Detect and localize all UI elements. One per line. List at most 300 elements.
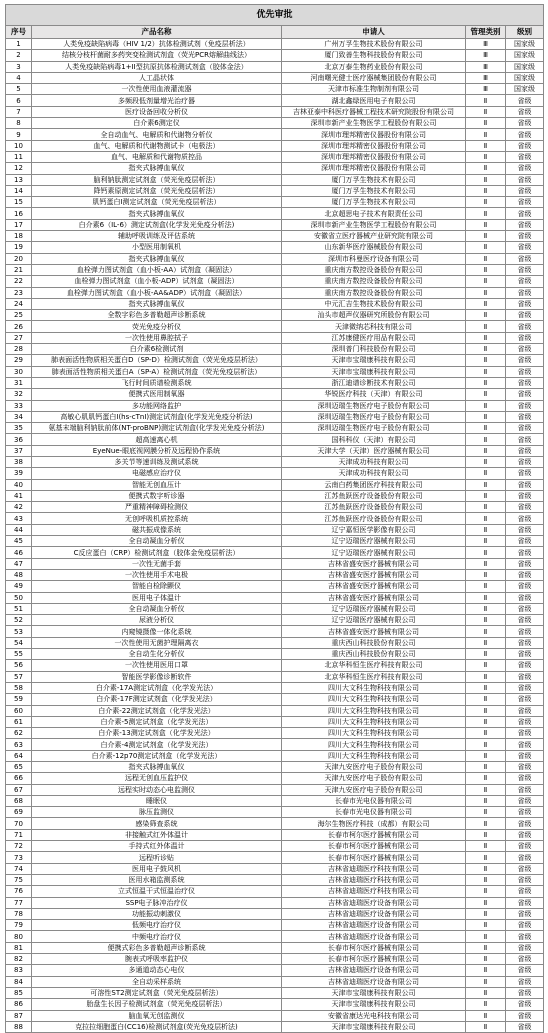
cell-applicant: 辽宁嘉恒医学影像有限公司 <box>282 524 466 535</box>
cell-level: 省级 <box>506 197 544 208</box>
cell-management-class: Ⅱ <box>466 95 506 106</box>
cell-product-name: 血栓弹力图试剂盒（血小板-AA&ADP）试剂盒（凝固法） <box>32 287 282 298</box>
cell-product-name: 辅助呼吸训练及评估系统 <box>32 231 282 242</box>
cell-applicant: 天津九安医疗电子股份有限公司 <box>282 784 466 795</box>
cell-serial: 8 <box>6 118 32 129</box>
cell-applicant: 华锐医疗科技（天津）有限公司 <box>282 389 466 400</box>
cell-applicant: 北京华科恒生医疗科技有限公司 <box>282 671 466 682</box>
cell-level: 省级 <box>506 750 544 761</box>
cell-management-class: Ⅱ <box>466 411 506 422</box>
cell-serial: 26 <box>6 321 32 332</box>
cell-management-class: Ⅱ <box>466 942 506 953</box>
cell-level: 省级 <box>506 682 544 693</box>
table-row <box>6 965 544 976</box>
cell-serial: 81 <box>6 942 32 953</box>
cell-applicant: 吉林省盛安医疗器械有限公司 <box>282 626 466 637</box>
cell-product-name: 结核分枝杆菌耐多药突变检测试剂盒（荧光PCR熔解曲线法） <box>32 50 282 61</box>
cell-product-name: 克拉拉细胞蛋白(CC16)检测试剂盒(荧光免疫层析法) <box>32 1021 282 1032</box>
cell-serial: 74 <box>6 863 32 874</box>
cell-applicant: 四川大文科生物科技有限公司 <box>282 694 466 705</box>
cell-level: 省级 <box>506 841 544 852</box>
cell-serial: 12 <box>6 163 32 174</box>
cell-serial: 64 <box>6 750 32 761</box>
cell-management-class: Ⅱ <box>466 739 506 750</box>
cell-serial: 84 <box>6 976 32 987</box>
cell-applicant: 江苏鱼跃医疗设备股份有限公司 <box>282 502 466 513</box>
cell-product-name: 血栓弹力图试剂盒（血小板-AA）试剂盒（凝固法） <box>32 264 282 275</box>
cell-product-name: 睡眠仪 <box>32 795 282 806</box>
table-row <box>6 456 544 467</box>
cell-management-class: Ⅱ <box>466 569 506 580</box>
cell-product-name: 远程听诊贴 <box>32 852 282 863</box>
cell-applicant: 深圳迈瑞生物医疗电子股份有限公司 <box>282 400 466 411</box>
cell-applicant: 厦门万孚生物技术有限公司 <box>282 185 466 196</box>
cell-serial: 27 <box>6 332 32 343</box>
cell-serial: 55 <box>6 649 32 660</box>
cell-product-name: 可溶性ST2测定试剂盒（荧光免疫层析法） <box>32 987 282 998</box>
cell-serial: 68 <box>6 795 32 806</box>
cell-serial: 20 <box>6 253 32 264</box>
cell-serial: 50 <box>6 592 32 603</box>
table-row <box>6 298 544 309</box>
cell-level: 省级 <box>506 445 544 456</box>
table-row <box>6 140 544 151</box>
cell-management-class: Ⅱ <box>466 502 506 513</box>
cell-applicant: 厦门万孚生物技术有限公司 <box>282 197 466 208</box>
cell-level: 省级 <box>506 626 544 637</box>
cell-level: 省级 <box>506 1021 544 1032</box>
cell-management-class: Ⅱ <box>466 920 506 931</box>
cell-management-class: Ⅱ <box>466 163 506 174</box>
cell-applicant: 山东新华医疗器械股份有限公司 <box>282 242 466 253</box>
cell-product-name: 尿液分析仪 <box>32 615 282 626</box>
cell-management-class: Ⅱ <box>466 558 506 569</box>
cell-level: 国家级 <box>506 72 544 83</box>
cell-management-class: Ⅱ <box>466 603 506 614</box>
table-row <box>6 321 544 332</box>
cell-product-name: 指夹式脉搏血氧仪 <box>32 298 282 309</box>
table-row <box>6 310 544 321</box>
cell-level: 省级 <box>506 310 544 321</box>
cell-serial: 23 <box>6 287 32 298</box>
cell-level: 省级 <box>506 931 544 942</box>
cell-serial: 45 <box>6 536 32 547</box>
cell-level: 省级 <box>506 694 544 705</box>
cell-product-name: 血栓弹力图试剂盒（血小板-ADP）试剂盒（凝固法） <box>32 276 282 287</box>
cell-serial: 65 <box>6 762 32 773</box>
table-row <box>6 705 544 716</box>
cell-level: 省级 <box>506 762 544 773</box>
cell-level: 省级 <box>506 863 544 874</box>
cell-product-name: 电磁感应治疗仪 <box>32 468 282 479</box>
table-row <box>6 682 544 693</box>
cell-product-name: 指夹式脉搏血氧仪 <box>32 253 282 264</box>
cell-product-name: 全自动凝血分析仪 <box>32 603 282 614</box>
cell-management-class: Ⅲ <box>466 72 506 83</box>
table-row <box>6 852 544 863</box>
cell-management-class: Ⅱ <box>466 886 506 897</box>
cell-management-class: Ⅱ <box>466 818 506 829</box>
cell-level: 省级 <box>506 468 544 479</box>
cell-serial: 47 <box>6 558 32 569</box>
cell-product-name: 一次性使用血液灌流器 <box>32 84 282 95</box>
cell-level: 省级 <box>506 1010 544 1021</box>
cell-applicant: 四川大文科生物科技有限公司 <box>282 728 466 739</box>
cell-product-name: 荧光免疫分析仪 <box>32 321 282 332</box>
cell-applicant: 深圳市科曼医疗设备有限公司 <box>282 253 466 264</box>
cell-management-class: Ⅱ <box>466 321 506 332</box>
cell-management-class: Ⅱ <box>466 999 506 1010</box>
cell-serial: 11 <box>6 151 32 162</box>
cell-product-name: 超高速离心机 <box>32 434 282 445</box>
cell-applicant: 重庆南方数控设备股份有限公司 <box>282 287 466 298</box>
cell-serial: 58 <box>6 682 32 693</box>
cell-management-class: Ⅱ <box>466 874 506 885</box>
cell-product-name: 立式恒温干式恒温治疗仪 <box>32 886 282 897</box>
cell-management-class: Ⅱ <box>466 897 506 908</box>
cell-level: 省级 <box>506 807 544 818</box>
cell-product-name: 多关节等速训练及测试系统 <box>32 456 282 467</box>
cell-management-class: Ⅱ <box>466 377 506 388</box>
cell-applicant: 吉林省迪瑞医疗科技有限公司 <box>282 863 466 874</box>
cell-applicant: 四川大文科生物科技有限公司 <box>282 739 466 750</box>
table-row <box>6 795 544 806</box>
cell-applicant: 四川大文科生物科技有限公司 <box>282 705 466 716</box>
cell-applicant: 吉林省盛安医疗器械有限公司 <box>282 569 466 580</box>
cell-management-class: Ⅱ <box>466 400 506 411</box>
cell-applicant: 深圳普门科技股份有限公司 <box>282 344 466 355</box>
cell-management-class: Ⅱ <box>466 264 506 275</box>
cell-management-class: Ⅱ <box>466 671 506 682</box>
cell-applicant: 重庆南方数控设备股份有限公司 <box>282 264 466 275</box>
table-row <box>6 208 544 219</box>
table-title: 优先审批 <box>6 5 544 26</box>
table-row <box>6 728 544 739</box>
table-row <box>6 750 544 761</box>
cell-level: 省级 <box>506 829 544 840</box>
cell-level: 省级 <box>506 773 544 784</box>
cell-management-class: Ⅱ <box>466 965 506 976</box>
cell-serial: 77 <box>6 897 32 908</box>
cell-product-name: 血气、电解质和代谢物测试卡（电极法） <box>32 140 282 151</box>
cell-management-class: Ⅱ <box>466 118 506 129</box>
table-row <box>6 615 544 626</box>
cell-product-name: 高敏心肌肌钙蛋白I(hs-cTnI)测定试剂盒(化学发光免疫分析法) <box>32 411 282 422</box>
cell-level: 省级 <box>506 536 544 547</box>
table-row <box>6 592 544 603</box>
cell-management-class: Ⅱ <box>466 355 506 366</box>
table-row <box>6 558 544 569</box>
table-row <box>6 524 544 535</box>
cell-level: 省级 <box>506 389 544 400</box>
cell-serial: 76 <box>6 886 32 897</box>
table-row <box>6 163 544 174</box>
cell-applicant: 天津市宝瑞康科技有限公司 <box>282 987 466 998</box>
cell-serial: 10 <box>6 140 32 151</box>
cell-product-name: 血气、电解质和代谢物质控品 <box>32 151 282 162</box>
cell-management-class: Ⅱ <box>466 931 506 942</box>
cell-serial: 69 <box>6 807 32 818</box>
cell-product-name: 小型医用制氧机 <box>32 242 282 253</box>
cell-product-name: 医用电子鼓风机 <box>32 863 282 874</box>
cell-serial: 18 <box>6 231 32 242</box>
cell-product-name: 指夹式脉搏血氧仪 <box>32 762 282 773</box>
cell-serial: 62 <box>6 728 32 739</box>
cell-product-name: 多通道动态心电仪 <box>32 965 282 976</box>
table-row <box>6 694 544 705</box>
cell-product-name: 感染筛查系统 <box>32 818 282 829</box>
cell-product-name: 智能自检除颤仪 <box>32 581 282 592</box>
cell-management-class: Ⅱ <box>466 185 506 196</box>
table-row <box>6 874 544 885</box>
cell-level: 省级 <box>506 581 544 592</box>
cell-management-class: Ⅱ <box>466 106 506 117</box>
cell-applicant: 天津市宝瑞康科技有限公司 <box>282 355 466 366</box>
table-row <box>6 807 544 818</box>
cell-management-class: Ⅱ <box>466 298 506 309</box>
cell-applicant: 辽宁迈瑞医疗器械有限公司 <box>282 536 466 547</box>
cell-applicant: 辽宁迈瑞医疗器械有限公司 <box>282 603 466 614</box>
cell-management-class: Ⅱ <box>466 784 506 795</box>
cell-level: 省级 <box>506 366 544 377</box>
cell-level: 省级 <box>506 118 544 129</box>
cell-level: 省级 <box>506 942 544 953</box>
table-row <box>6 332 544 343</box>
cell-management-class: Ⅱ <box>466 219 506 230</box>
cell-management-class: Ⅲ <box>466 50 506 61</box>
cell-product-name: 降钙素原测定试剂盒（荧光免疫层析法） <box>32 185 282 196</box>
cell-management-class: Ⅱ <box>466 287 506 298</box>
cell-serial: 22 <box>6 276 32 287</box>
cell-serial: 17 <box>6 219 32 230</box>
cell-management-class: Ⅱ <box>466 231 506 242</box>
cell-product-name: 无创呼吸机质控系统 <box>32 513 282 524</box>
cell-management-class: Ⅱ <box>466 479 506 490</box>
cell-product-name: 人类免疫缺陷病毒（HIV 1/2）抗体检测试剂（免疫层析法） <box>32 39 282 50</box>
cell-applicant: 吉林省迪瑞医疗科技有限公司 <box>282 886 466 897</box>
table-row <box>6 987 544 998</box>
table-row <box>6 174 544 185</box>
cell-applicant: 安徽省康达光电科技有限公司 <box>282 1010 466 1021</box>
cell-product-name: 功能振动刺激仪 <box>32 908 282 919</box>
cell-serial: 57 <box>6 671 32 682</box>
table-row <box>6 773 544 784</box>
cell-management-class: Ⅱ <box>466 637 506 648</box>
table-row <box>6 931 544 942</box>
cell-applicant: 重庆西山科技股份有限公司 <box>282 637 466 648</box>
table-row <box>6 400 544 411</box>
cell-serial: 6 <box>6 95 32 106</box>
cell-management-class: Ⅱ <box>466 581 506 592</box>
cell-level: 省级 <box>506 976 544 987</box>
cell-product-name: 一次性使用医用口罩 <box>32 660 282 671</box>
cell-level: 省级 <box>506 999 544 1010</box>
cell-level: 省级 <box>506 649 544 660</box>
cell-management-class: Ⅱ <box>466 762 506 773</box>
table-row <box>6 784 544 795</box>
cell-level: 省级 <box>506 852 544 863</box>
cell-level: 省级 <box>506 513 544 524</box>
cell-product-name: 全自动凝血分析仪 <box>32 536 282 547</box>
cell-applicant: 吉林省迪瑞医疗科技有限公司 <box>282 874 466 885</box>
cell-management-class: Ⅱ <box>466 434 506 445</box>
cell-level: 省级 <box>506 547 544 558</box>
cell-applicant: 海尔生物医疗科技（成都）有限公司 <box>282 818 466 829</box>
cell-level: 省级 <box>506 615 544 626</box>
cell-level: 省级 <box>506 886 544 897</box>
cell-management-class: Ⅱ <box>466 728 506 739</box>
table-row <box>6 72 544 83</box>
cell-serial: 16 <box>6 208 32 219</box>
cell-applicant: 重庆西山科技股份有限公司 <box>282 649 466 660</box>
table-row <box>6 547 544 558</box>
table-row <box>6 197 544 208</box>
cell-serial: 14 <box>6 185 32 196</box>
cell-level: 省级 <box>506 253 544 264</box>
cell-product-name: 非接触式红外体温计 <box>32 829 282 840</box>
cell-level: 省级 <box>506 321 544 332</box>
cell-serial: 3 <box>6 61 32 72</box>
cell-applicant: 江苏鱼跃医疗设备股份有限公司 <box>282 490 466 501</box>
cell-product-name: 白介素-13测定试剂盒（化学发光法） <box>32 728 282 739</box>
cell-serial: 53 <box>6 626 32 637</box>
cell-management-class: Ⅱ <box>466 174 506 185</box>
cell-product-name: 一次性使用无菌护理隔离衣 <box>32 637 282 648</box>
cell-serial: 7 <box>6 106 32 117</box>
cell-applicant: 长春市柯尔医疗器械有限公司 <box>282 841 466 852</box>
table-row <box>6 762 544 773</box>
cell-product-name: 全自动生化分析仪 <box>32 649 282 660</box>
cell-product-name: 胎盘生长因子检测试剂盒（荧光免疫层析法） <box>32 999 282 1010</box>
cell-management-class: Ⅱ <box>466 716 506 727</box>
table-row <box>6 468 544 479</box>
cell-serial: 39 <box>6 468 32 479</box>
cell-serial: 9 <box>6 129 32 140</box>
cell-serial: 66 <box>6 773 32 784</box>
cell-serial: 60 <box>6 705 32 716</box>
cell-serial: 83 <box>6 965 32 976</box>
cell-serial: 33 <box>6 400 32 411</box>
cell-product-name: 远程无创血压监护仪 <box>32 773 282 784</box>
cell-product-name: 严重精神障碍检测仪 <box>32 502 282 513</box>
cell-applicant: 江苏康健医疗用品有限公司 <box>282 332 466 343</box>
table-row <box>6 276 544 287</box>
cell-serial: 42 <box>6 502 32 513</box>
table-row <box>6 581 544 592</box>
cell-product-name: 便携式医用制氧器 <box>32 389 282 400</box>
cell-management-class: Ⅱ <box>466 626 506 637</box>
cell-product-name: 智能医学影像诊断软件 <box>32 671 282 682</box>
cell-applicant: 深圳市新产业生物医学工程股份有限公司 <box>282 118 466 129</box>
table-row <box>6 649 544 660</box>
cell-applicant: 长春市光电仪器有限公司 <box>282 795 466 806</box>
cell-product-name: 全数字彩色多普勒超声诊断系统 <box>32 310 282 321</box>
cell-product-name: 智能无创血压计 <box>32 479 282 490</box>
table-row <box>6 219 544 230</box>
cell-applicant: 辽宁迈瑞医疗器械有限公司 <box>282 615 466 626</box>
cell-product-name: 白介素6（IL-6）测定试剂盒(化学发光免疫分析法) <box>32 219 282 230</box>
table-row <box>6 1010 544 1021</box>
cell-level: 省级 <box>506 185 544 196</box>
cell-level: 省级 <box>506 400 544 411</box>
cell-level: 省级 <box>506 163 544 174</box>
cell-serial: 44 <box>6 524 32 535</box>
cell-serial: 48 <box>6 569 32 580</box>
cell-product-name: 指夹式脉搏血氧仪 <box>32 208 282 219</box>
cell-level: 省级 <box>506 524 544 535</box>
cell-serial: 4 <box>6 72 32 83</box>
cell-product-name: 中频电疗治疗仪 <box>32 931 282 942</box>
cell-applicant: 长春市柯尔医疗器械有限公司 <box>282 942 466 953</box>
cell-applicant: 厦门致善生物科技股份有限公司 <box>282 50 466 61</box>
cell-serial: 54 <box>6 637 32 648</box>
cell-level: 省级 <box>506 987 544 998</box>
cell-applicant: 天津成功科技有限公司 <box>282 456 466 467</box>
cell-product-name: 医疗设备回收分析仪 <box>32 106 282 117</box>
cell-level: 省级 <box>506 705 544 716</box>
cell-applicant: 四川大文科生物科技有限公司 <box>282 716 466 727</box>
cell-level: 省级 <box>506 954 544 965</box>
cell-management-class: Ⅱ <box>466 524 506 535</box>
cell-level: 省级 <box>506 739 544 750</box>
cell-applicant: 河南曙光健士医疗器械集团股份有限公司 <box>282 72 466 83</box>
table-row <box>6 818 544 829</box>
header-level: 级别 <box>506 26 544 39</box>
cell-product-name: 氨基末端脑利钠肽前体(NT-proBNP)测定试剂盒(化学发光免疫分析法) <box>32 423 282 434</box>
cell-management-class: Ⅲ <box>466 39 506 50</box>
cell-serial: 71 <box>6 829 32 840</box>
table-row <box>6 536 544 547</box>
cell-management-class: Ⅱ <box>466 547 506 558</box>
table-row <box>6 231 544 242</box>
cell-serial: 52 <box>6 615 32 626</box>
table-row <box>6 863 544 874</box>
cell-applicant: 北京华科恒生医疗科技有限公司 <box>282 660 466 671</box>
cell-product-name: 医用水箱监测系统 <box>32 874 282 885</box>
cell-management-class: Ⅱ <box>466 807 506 818</box>
cell-product-name: 人类免疫缺陷病毒1+II型抗原抗体检测试剂盒（胶体金法） <box>32 61 282 72</box>
table-row <box>6 908 544 919</box>
cell-level: 国家级 <box>506 39 544 50</box>
cell-applicant: 北京超思电子技术有限责任公司 <box>282 208 466 219</box>
cell-level: 国家级 <box>506 84 544 95</box>
cell-level: 省级 <box>506 558 544 569</box>
table-row <box>6 671 544 682</box>
cell-applicant: 国科科仪（天津）有限公司 <box>282 434 466 445</box>
header-applicant: 申请人 <box>282 26 466 39</box>
cell-level: 省级 <box>506 818 544 829</box>
cell-management-class: Ⅱ <box>466 253 506 264</box>
cell-applicant: 重庆南方数控设备股份有限公司 <box>282 276 466 287</box>
cell-management-class: Ⅲ <box>466 84 506 95</box>
cell-level: 省级 <box>506 795 544 806</box>
cell-product-name: 白介素-17F测定试剂盒（化学发光法） <box>32 694 282 705</box>
cell-applicant: 深圳市理邦精密仪器股份有限公司 <box>282 129 466 140</box>
cell-management-class: Ⅱ <box>466 332 506 343</box>
cell-product-name: 便携式彩色多普勒超声诊断系统 <box>32 942 282 953</box>
cell-serial: 32 <box>6 389 32 400</box>
cell-management-class: Ⅱ <box>466 841 506 852</box>
cell-applicant: 天津市宝瑞康科技有限公司 <box>282 366 466 377</box>
cell-serial: 41 <box>6 490 32 501</box>
cell-serial: 21 <box>6 264 32 275</box>
cell-applicant: 天津成功科技有限公司 <box>282 468 466 479</box>
table-row <box>6 626 544 637</box>
cell-product-name: 医用电子体温计 <box>32 592 282 603</box>
cell-level: 省级 <box>506 276 544 287</box>
cell-applicant: 浙江迪谱诊断技术有限公司 <box>282 377 466 388</box>
cell-applicant: 四川大文科生物科技有限公司 <box>282 682 466 693</box>
